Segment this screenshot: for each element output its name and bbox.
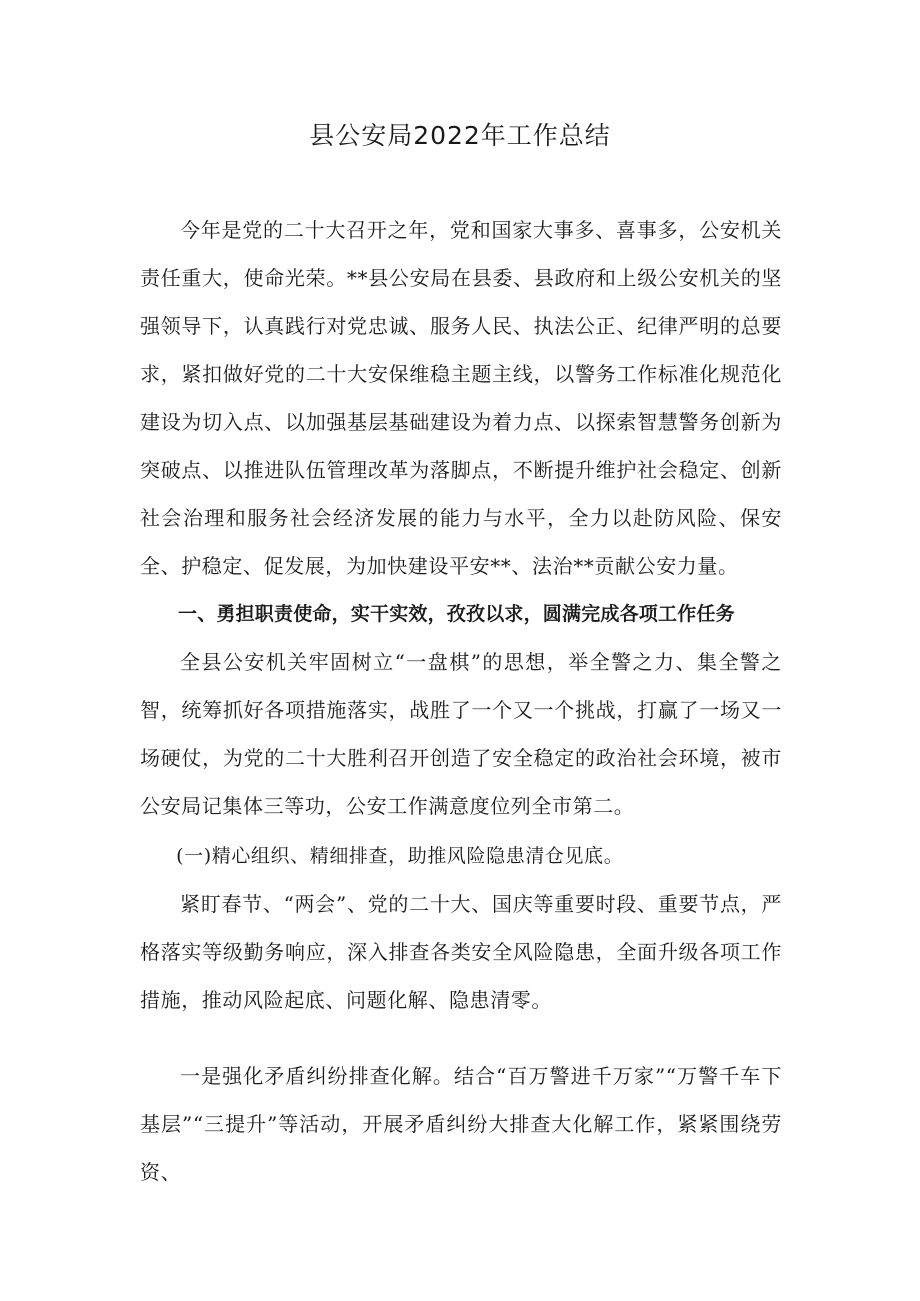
point-1-paragraph: 一是强化矛盾纠纷排查化解。结合“百万警进千万家”“万警千车下基层”“三提升”等活动，开展矛盾纠纷大排查大化解工作，紧紧围绕劳资、 bbox=[140, 1064, 782, 1184]
intro-paragraph: 今年是党的二十大召开之年，党和国家大事多、喜事多，公安机关责任重大，使命光荣。**县公安局在县委、县政府和上级公安机关的坚强领导下，认真践行对党忠诚、服务人民、执法公正、纪律严明的总要求，紧扣做好党的二十大安保维稳主题主线，以警务工作标准化规范化建设为切入点、以加强基层基础建设为着力点、以探索智慧警务创新为突破点、以推进队伍管理改革为落脚点，不断提升维护社会稳定、创新社会治理和服务社会经济发展的能力与水平，全力以赴防风险、保安全、护稳定、促发展，为加快建设平安**、法治**贡献公安力量。 bbox=[140, 218, 782, 578]
document-title: 县公安局2022年工作总结 bbox=[309, 121, 611, 150]
subsection-1-paragraph: 紧盯春节、“两会”、党的二十大、国庆等重要时段、重要节点，严格落实等级勤务响应，深入排查各类安全风险隐患，全面升级各项工作措施，推动风险起底、问题化解、隐患清零。 bbox=[140, 892, 782, 1012]
subsection-heading-1: (一)精心组织、精细排查，助推风险隐患清仓见底。 bbox=[176, 845, 624, 867]
section-1-paragraph: 全县公安机关牢固树立“一盘棋”的思想，举全警之力、集全警之智，统筹抓好各项措施落实，战胜了一个又一个挑战，打赢了一场又一场硬仗，为党的二十大胜利召开创造了安全稳定的政治社会环境，被市公安局记集体三等功，公安工作满意度位列全市第二。 bbox=[140, 650, 782, 818]
section-heading-1: 一、勇担职责使命，实干实效，孜孜以求，圆满完成各项工作任务 bbox=[178, 603, 735, 625]
